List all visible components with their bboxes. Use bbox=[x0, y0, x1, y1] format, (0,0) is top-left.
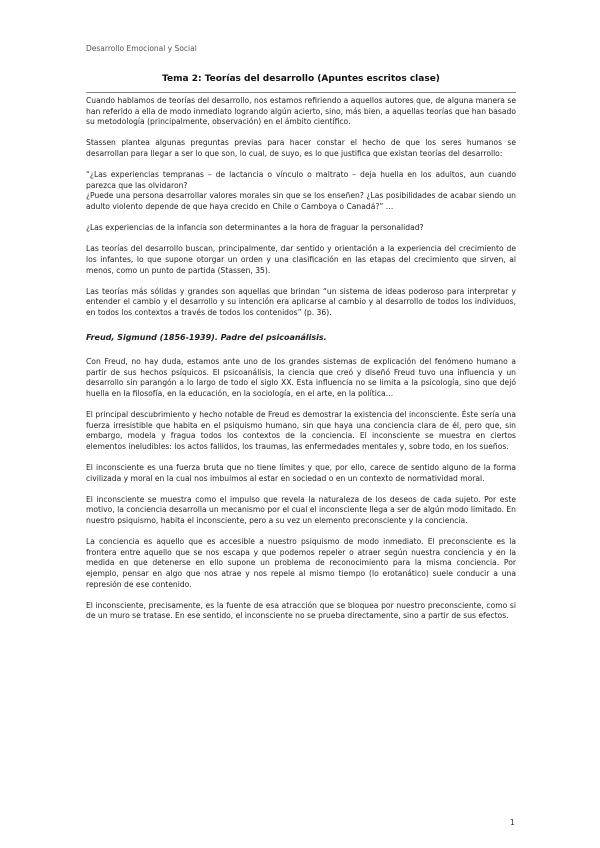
paragraph-solid-theories: Las teorías más sólidas y grandes son aquellas que brindan “un sistema de ideas poderoso para interpretar y entender el cambio y el desarrollo y su intención era aplicarse al cambio y al desarrollo de todos los individuos, en todos los contextos a través de todos los contenidos” (p. 36). bbox=[86, 286, 516, 317]
paragraph-source: El inconsciente, precisamente, es la fuente de esa atracción que se bloquea por nuestro preconsciente, como si de un muro se tratase. En ese sentido, el inconsciente no se prueba directamente, sino a partir de sus efectos. bbox=[86, 600, 516, 621]
paragraph-stassen: Stassen plantea algunas preguntas previas para hacer constar el hecho de que los seres humanos se desarrollan para llegar a ser lo que son, lo cual, de suyo, es lo que justifica que existan teorías del desarrollo: bbox=[86, 138, 516, 158]
paragraph-conscience: La conciencia es aquello que es accesible a nuestro psiquismo de modo inmediato. El preconsciente es la frontera entre aquello que se nos escapa y que podemos repeler o atraer según nuestra conciencia y en la medida en que detenerse en ello supone un problema de reconocimiento para la misma conciencia. Por ejemplo, pensar en algo que nos atrae y nos repele al mismo tiempo (lo erotanático) suele conducir a una represión de ese contenido. bbox=[86, 537, 516, 589]
paragraph-question: ¿Las experiencias de la infancia son determinantes a la hora de fraguar la personalidad? bbox=[86, 223, 424, 233]
section-heading-freud: Freud, Sigmund (1856-1939). Padre del psicoanálisis. bbox=[86, 333, 327, 343]
page-title: Tema 2: Teorías del desarrollo (Apuntes escritos clase) bbox=[162, 74, 440, 84]
paragraph-brute-force: El inconsciente es una fuerza bruta que no tiene límites y que, por ello, carece de sentido alguno de la forma civilizada y moral en la cual nos imbuimos al estar en sociedad o en un contexto de normatividad moral. bbox=[86, 463, 516, 483]
paragraph-intro: Cuando hablamos de teorías del desarrollo, nos estamos refiriendo a aquellos autores que, de alguna manera se han referido a ella de modo inmediato logrando algún acierto, sino, más bien, a aquellas teorías que han basado su metodología (principalmente, observación) en el ámbito científico. bbox=[86, 96, 516, 127]
paragraph-impulse: El inconsciente se muestra como el impulso que revela la naturaleza de los deseos de cada sujeto. Por este motivo, la conciencia desarrolla un mecanismo por el cual el inconsciente llega a ser de algún modo limitado. En nuestro psiquismo, habita el inconsciente, pero a su vez un elemento preconsciente y la conciencia. bbox=[86, 494, 516, 525]
paragraph-freud-intro: Con Freud, no hay duda, estamos ante uno de los grandes sistemas de explicación del fenómeno humano a partir de sus hechos psíquicos. El psicoanálisis, la ciencia que creó y diseñó Freud tuvo una influencia y un desarrollo sin parangón a lo largo de todo el siglo XX. Esta influencia no se limita a la psicología, sino que dejó huella en la filosofía, en la educación, en la sociología, en el arte, en la política… bbox=[86, 357, 516, 398]
title-divider bbox=[86, 92, 516, 93]
paragraph-quote: “¿Las experiencias tempranas – de lactancia o vínculo o maltrato – deja huella en los adultos, aun cuando parezca que las olvidaron? ¿Puede una persona desarrollar valores morales sin que se los enseñen? ¿Las posibilidades de acabar siendo un adulto violento depende de que haya crecido en Chile o Camboya o Canadá?” … bbox=[86, 170, 516, 211]
paragraph-theories: Las teorías del desarrollo buscan, principalmente, dar sentido y orientación a la experiencia del crecimiento de los infantes, lo que supone otorgar un orden y una clasificación en las etapas del crecimiento que sirven, al menos, como un punto de partida (Stassen, 35). bbox=[86, 244, 516, 275]
page-number: 1 bbox=[510, 818, 515, 827]
paragraph-unconscious-discovery: El principal descubrimiento y hecho notable de Freud es demostrar la existencia del inconsciente. Éste sería una fuerza irresistible que habita en el psiquismo humano, sin que haya una conciencia clara de él, pero que, sin embargo, modela y fragua todos los contextos de la conciencia. El inconsciente se muestra en ciertos elementos ineludibles: los actos fallidos, los traumas, las enfermedades mentales y, sobre todo, en los sueños. bbox=[86, 410, 516, 451]
running-header: Desarrollo Emocional y Social bbox=[86, 44, 197, 53]
document-body bbox=[86, 96, 516, 633]
